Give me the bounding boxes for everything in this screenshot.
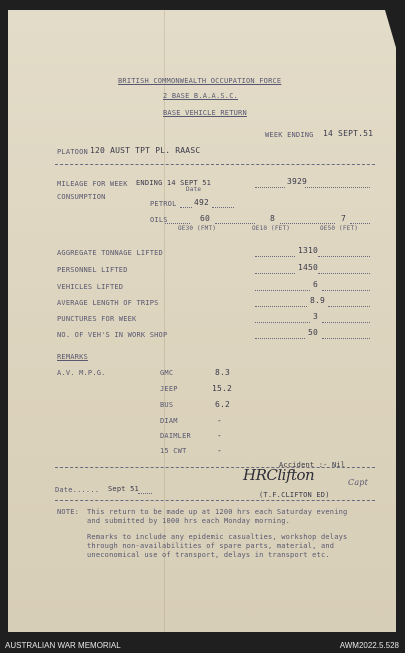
remarks-label: REMARKS	[57, 353, 88, 361]
remarks-row-label: DAIMLER	[160, 432, 191, 440]
mileage-value: 3929	[287, 177, 308, 186]
archive-footer	[0, 640, 405, 653]
oil-grade-3: OE50 (FET)	[320, 225, 359, 232]
date-line-value: Sept 51	[108, 485, 139, 493]
note-label: NOTE:	[57, 508, 80, 516]
note-line: and submitted by 1000 hrs each Monday morning.	[87, 517, 291, 525]
mileage-label: MILEAGE FOR WEEK	[57, 180, 128, 188]
accident-label: Accident :-	[279, 461, 328, 469]
signature-rank: Capt	[348, 478, 369, 487]
stat-value: 3	[313, 312, 319, 321]
header-line2: 2 BASE B.A.A.S.C.	[163, 92, 239, 100]
note-remarks-line: uneconomical use of transport, delays in transport etc.	[87, 551, 330, 559]
date-label: Date	[186, 186, 202, 193]
petrol-label: PETROL	[150, 200, 177, 208]
remarks-row-label: BUS	[160, 401, 174, 409]
oil-grade-2: OE10 (FET)	[252, 225, 291, 232]
handwritten-signature: HRClifton	[243, 466, 315, 484]
stat-value: 1310	[298, 246, 319, 255]
stat-label: PERSONNEL LIFTED	[57, 266, 128, 274]
week-ending-value: 14 SEPT.51	[323, 129, 374, 138]
avg-mpg-label: A.V. M.P.G.	[57, 369, 106, 377]
week-ending-label: WEEK ENDING	[265, 131, 314, 139]
oils-label: OILS	[150, 216, 168, 224]
stat-label: AVERAGE LENGTH OF TRIPS	[57, 299, 159, 307]
remarks-row-label: GMC	[160, 369, 174, 377]
remarks-row-label: DIAM	[160, 417, 178, 425]
oil-grade-1: OE30 (FMT)	[178, 225, 217, 232]
consumption-label: CONSUMPTION	[57, 193, 106, 201]
note-remarks-line: Remarks to include any epidemic casualties, workshop delays	[87, 533, 348, 541]
date-line-label: Date......	[55, 486, 100, 494]
remarks-row-value: -	[217, 416, 223, 425]
stat-label: PUNCTURES FOR WEEK	[57, 315, 137, 323]
petrol-value: 492	[194, 198, 210, 207]
mileage-ending: ENDING 14 SEPT 51	[136, 179, 212, 187]
platoon-value: 120 AUST TPT PL. RAASC	[90, 146, 201, 155]
oil-value-3: 7	[341, 214, 347, 223]
remarks-row-value: 6.2	[215, 400, 231, 409]
footer-left: AUSTRALIAN WAR MEMORIAL	[5, 641, 121, 650]
remarks-row-value: -	[217, 431, 223, 440]
remarks-row-label: JEEP	[160, 385, 178, 393]
stat-value: 1450	[298, 263, 319, 272]
stat-value: 50	[308, 328, 319, 337]
remarks-row-label: 15 CWT	[160, 447, 187, 455]
separator-top	[55, 164, 375, 165]
header-line1: BRITISH COMMONWEALTH OCCUPATION FORCE	[118, 77, 282, 85]
stat-label: VEHICLES LIFTED	[57, 283, 124, 291]
oil-value-1: 60	[200, 214, 211, 223]
note-line: This return to be made up at 1200 hrs each Saturday evening	[87, 508, 348, 516]
remarks-row-value: 15.2	[212, 384, 233, 393]
footer-right: AWM2022.5.528	[339, 641, 399, 650]
remarks-row-value: -	[217, 446, 223, 455]
platoon-label: PLATOON	[57, 148, 88, 156]
note-remarks-line: through non-availabilities of spare parts, material, and	[87, 542, 335, 550]
stat-label: AGGREGATE TONNAGE LIFTED	[57, 249, 163, 257]
separator-bottom	[55, 500, 375, 501]
stat-value: 8.9	[310, 296, 326, 305]
oil-value-2: 8	[270, 214, 276, 223]
stat-label: NO. OF VEH'S IN WORK SHOP	[57, 331, 168, 339]
accident-value: Nil	[332, 461, 346, 469]
separator-accident	[55, 467, 375, 468]
signature-name: (T.F.CLIFTON ED)	[259, 491, 330, 499]
stat-value: 6	[313, 280, 319, 289]
remarks-row-value: 8.3	[215, 368, 231, 377]
header-line3: BASE VEHICLE RETURN	[163, 109, 247, 117]
